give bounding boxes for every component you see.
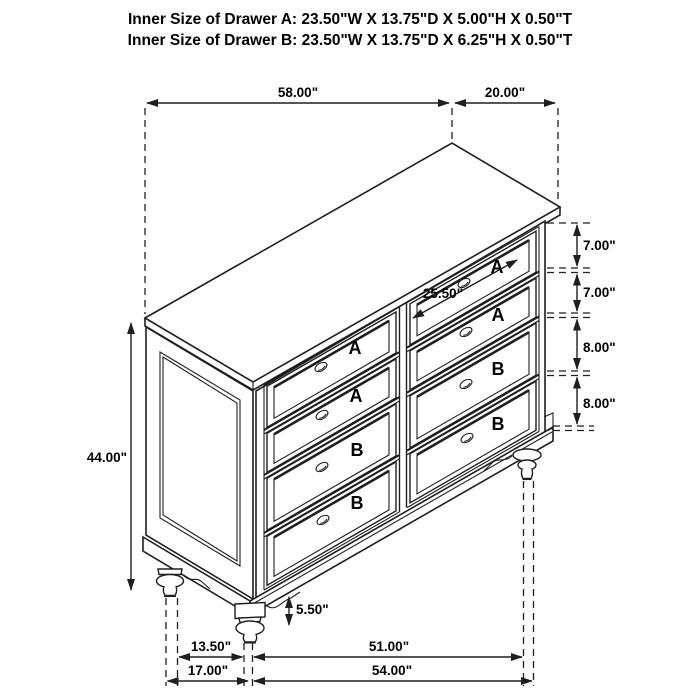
dimension-label-front-feet-outer: 54.00": [371, 663, 413, 678]
dimension-label-row-1: 7.00": [583, 238, 616, 253]
dimension-drawer-row-2: [577, 275, 616, 312]
dimension-label-overall-height: 44.00": [86, 450, 127, 465]
drawer-label: A: [349, 386, 363, 406]
dimension-overall-height: [87, 323, 131, 590]
dimension-label-top-depth: 20.00": [484, 85, 526, 100]
dimension-label-top-width: 58.00": [277, 85, 319, 100]
dimension-label-row-2: 7.00": [583, 285, 616, 300]
drawer-label: A: [491, 305, 505, 325]
dimension-drawer-row-4: [577, 378, 616, 425]
dimension-drawer-row-3: [577, 320, 616, 370]
drawer-label: B: [350, 493, 364, 513]
dimension-label-front-feet-inner: 51.00": [368, 639, 410, 654]
dimension-front-feet-outer-span: [254, 663, 532, 681]
dimension-label-side-feet-outer: 17.00": [187, 663, 229, 678]
dimension-top-depth: [455, 85, 555, 103]
dimension-side-feet-inner-span: [179, 639, 243, 657]
header-line-2: Inner Size of Drawer B: 23.50"W X 13.75"D X 6.25"H X 0.50"T: [127, 32, 573, 49]
drawer-label: B: [350, 440, 364, 460]
dimension-side-feet-outer-span: [168, 663, 249, 681]
dimension-top-width: [147, 85, 449, 103]
drawer-label: B: [491, 359, 505, 379]
dimension-label-side-feet-inner: 13.50": [190, 639, 232, 654]
dimension-drawer-row-1: [577, 225, 616, 266]
dimension-label-row-3: 8.00": [583, 340, 616, 355]
dimension-label-drawer-front-width: 25.50": [422, 286, 464, 301]
dimension-label-leg-height: 5.50": [296, 602, 329, 617]
dimension-label-row-4: 8.00": [583, 396, 616, 411]
front-right-foot: [513, 449, 541, 480]
drawer-label: A: [348, 338, 362, 358]
header-line-1: Inner Size of Drawer A: 23.50"W X 13.75"D X 5.00"H X 0.50"T: [127, 11, 573, 28]
dresser-drawing: [143, 143, 560, 643]
dimension-leg-height: [289, 597, 329, 625]
drawer-label: A: [490, 257, 504, 277]
drawer-label: B: [491, 414, 505, 434]
header: [128, 11, 573, 49]
front-left-foot: [235, 603, 265, 644]
dimension-front-feet-inner-span: [254, 639, 522, 657]
back-left-foot: [157, 569, 184, 597]
